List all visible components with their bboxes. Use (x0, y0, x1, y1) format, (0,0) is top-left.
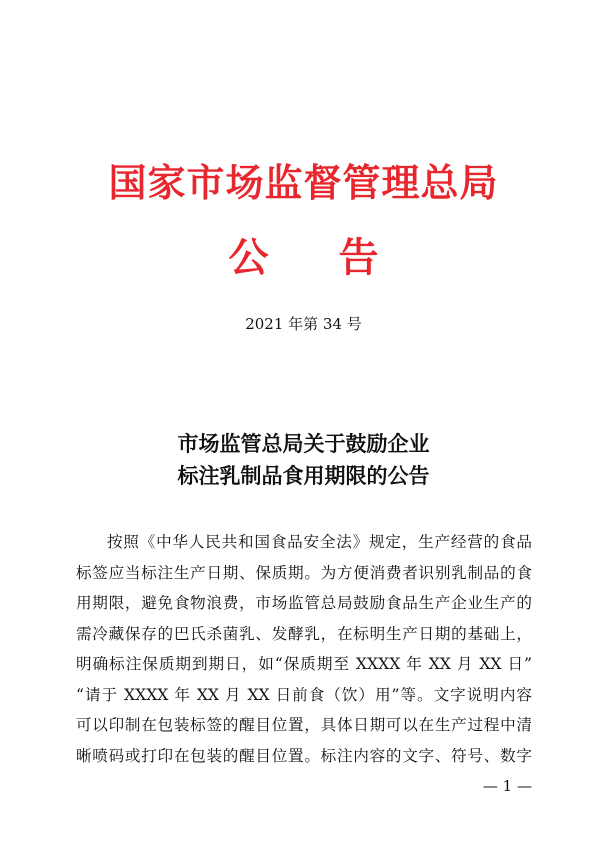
body-line: 标签应当标注生产日期、保质期。为方便消费者识别乳制品的食 (76, 563, 532, 582)
body-line: 需冷藏保存的巴氏杀菌乳、发酵乳，在标明生产日期的基础上， (76, 624, 532, 643)
body-line: 晰喷码或打印在包装的醒目位置。标注内容的文字、符号、数字 (76, 746, 532, 765)
body-line: 可以印制在包装标签的醒目位置，具体日期可以在生产过程中清 (76, 716, 532, 734)
body-line: 明确标注保质期到期日，如“保质期至 XXXX 年 XX 月 XX 日” (76, 655, 532, 673)
document-type-heading: 公告 (228, 234, 449, 281)
notice-title (0, 428, 607, 492)
body-line: “请于 XXXX 年 XX 月 XX 日前食（饮）用”等。文字说明内容 (76, 685, 532, 704)
page-number: — 1 — (482, 777, 532, 795)
document-number: 2021 年第 34 号 (245, 315, 362, 333)
body-line: 按照《中华人民共和国食品安全法》规定，生产经营的食品 (107, 533, 532, 551)
body-line: 用期限，避免食物浪费，市场监管总局鼓励食品生产企业生产的 (76, 594, 532, 612)
notice-body (76, 527, 532, 771)
notice-title-line: 市场监管总局关于鼓励企业 (177, 431, 430, 456)
issuing-authority-heading: 国家市场监督管理总局 (108, 160, 499, 205)
notice-title-line: 标注乳制品食用期限的公告 (177, 463, 430, 488)
